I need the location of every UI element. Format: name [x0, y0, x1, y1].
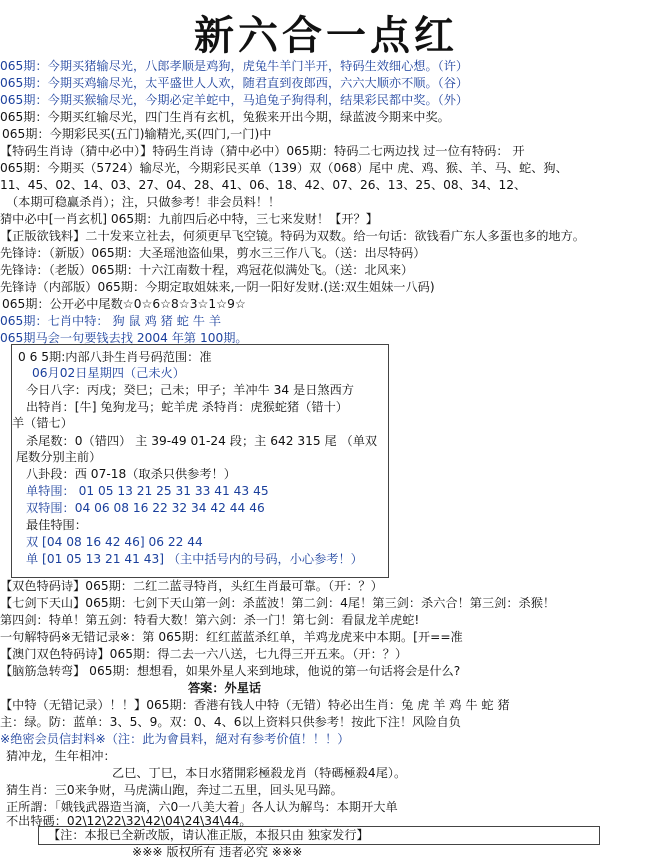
- box-line: 出特肖：[牛] 兔狗龙马；蛇羊虎 杀特肖：虎猴蛇猪（错十）: [26, 400, 348, 414]
- text-line: 065期马会一句要钱去找 2004 年第 100期。: [0, 331, 248, 345]
- text-line: 先锋诗：（新版）065期：大圣瑶池盗仙果，剪水三三作八飞。（送：出尽特码）: [0, 246, 426, 260]
- box-line: 0 6 5期:内部八卦生肖号码范围：准: [18, 350, 212, 364]
- text-line: 【双色特码诗】065期：二红二蓝寻特肖，头红生肖最可靠。（开：？）: [0, 579, 383, 593]
- text-line: 065期：今期买猪输尽光，八郎孝顺是鸡狗，虎兔牛羊门半开，特码生效细心想。（许）: [0, 59, 469, 73]
- bagua-box: [11, 344, 389, 578]
- text-line: 065期：公开必中尾数☆0☆6☆8☆3☆1☆9☆: [2, 297, 246, 311]
- text-line: 主：绿。防：蓝单：3、5、9。双：0、4、6以上资料只供参考！按此下注！风险自负: [0, 715, 461, 729]
- text-line: 065期：今期彩民买(五门)输精光,买(四门,一门)中: [2, 127, 272, 141]
- box-line: 双 [04 08 16 42 46] 06 22 44: [26, 535, 203, 549]
- text-line: 11、45、02、14、03、27、04、28、41、06、18、42、07、26、13、25、08、34、12、: [0, 178, 527, 192]
- box-line: 杀尾数：0（错四） 主 39-49 01-24 段；主 642 315 尾 （单双: [26, 434, 378, 448]
- text-line: 猜中必中[一肖玄机] 065期：九前四后必中特，三七来发财！【开？】: [0, 212, 378, 226]
- text-line: 猜冲龙，生年相冲：: [6, 749, 116, 763]
- text-line: 【中特（无错记录）！！】065期：香港有钱人中特（无错）特必出生肖：兔 虎 羊 鸡 牛 蛇 猪: [0, 698, 510, 712]
- text-line: ※绝密会员信封料※（注：此为會員料，絕对有参考价值！！！）: [0, 732, 350, 746]
- text-line: 先锋诗：（老版）065期：十六江南数十程，鸡冠花似满处飞。（送：北风来）: [0, 263, 414, 277]
- page-title: 新六合一点红: [194, 12, 458, 59]
- text-line: 065期：今期买鸡输尽光，太平盛世人人欢，随君直到夜郎西，六六大顺亦不顺。（谷）: [0, 76, 469, 90]
- box-line: 单 [01 05 13 21 41 43] （主中括号内的号码，小心参考！）: [26, 552, 363, 566]
- box-line: 今日八字：丙戌；癸巳；己未；甲子；羊冲牛 34 是日煞西方: [26, 383, 354, 397]
- box-line: 羊（错七）: [12, 416, 73, 430]
- text-line: 猜生肖：三0来争财，马虎满山跑，奔过二五里，回头见马蹄。: [6, 783, 343, 797]
- box-line: 八卦段：西 07-18（取杀只供参考！）: [26, 467, 236, 481]
- text-line: 【正版欲钱料】二十发来立社去，何须更早飞空镜。特码为双数。给一句话：欲钱看广东人多蛋也多的地方。: [0, 229, 585, 243]
- text-line: 【脑筋急转弯】 065期：想想看，如果外星人来到地球，他说的第一句话将会是什么?: [0, 664, 461, 678]
- text-line: 【特码生肖诗（猜中必中）】特码生肖诗（猜中必中）065期：特码二七两边找 过一位有特码： 开: [0, 144, 525, 158]
- text-line: （本期可稳赢杀肖）；注，只做参考！非会员料！！: [6, 195, 281, 209]
- box-line: 单特围： 01 05 13 21 25 31 33 41 43 45: [26, 484, 269, 498]
- answer-line: 答案：外星话: [188, 681, 262, 695]
- box-line: 尾数分别主前）: [16, 450, 102, 464]
- box-line: 06月02日星期四（己未火）: [32, 366, 185, 380]
- box-line: 双特围：04 06 08 16 22 32 34 42 44 46: [26, 501, 265, 515]
- text-line: 先锋诗（内部版）065期：今期定取姐妹来,一阴一阳好发财.(送:双生姐妹一八码): [0, 280, 435, 294]
- text-line: 乙巳、丁巳，本日水猪開彩極殺龙肖（特碼極殺4尾）。: [112, 766, 407, 780]
- text-line: 不出特碼：02\12\22\32\42\04\24\34\44。: [6, 814, 252, 828]
- text-line: 065期：今期买猴输尽光，今期必定羊蛇中，马追兔子狗得利，结果彩民都中奖。（外）: [0, 93, 469, 107]
- footer-note: 【注：本报已全新改版，请认准正版，本报只由 独家发行】: [48, 828, 369, 842]
- text-line: 一句解特码※无错记录※：第 065期：红红蓝蓝杀红单，羊鸡龙虎来中本期。[开==准: [0, 630, 463, 644]
- text-line: 065期：七肖中特： 狗 鼠 鸡 猪 蛇 牛 羊: [0, 314, 222, 328]
- text-line: 065期：今期买（5724）输尽光，今期彩民买单（139）双（068）尾中 虎、鸡、猴、羊、马、蛇、狗、: [0, 161, 568, 175]
- text-line: 第四剑：特单！第五剑：特看大数！第六剑：杀一门！第七剑：看鼠龙羊虎蛇!: [0, 613, 420, 627]
- text-line: 【澳门双色特码诗】065期：得二去一六八送，七九得三开五来。（开：？）: [0, 647, 408, 661]
- copyright-line: ※※※ 版权所有 违者必究 ※※※: [132, 845, 303, 859]
- text-line: 065期：今期买红输尽光，四门生肖有玄机，兔猴来开出今期，绿蓝波今期来中奖。: [0, 110, 450, 124]
- text-line: 正所謂：「娥钱武器造当滴，六0一八美大着」各人认为解鸟：本期开大单: [6, 800, 398, 814]
- text-line: 【七剑下天山】065期：七剑下天山第一剑：杀蓝波！第二剑：4尾！第三剑：杀六合！第三剑：杀猴！: [0, 596, 556, 610]
- box-line: 最佳特围：: [26, 518, 87, 532]
